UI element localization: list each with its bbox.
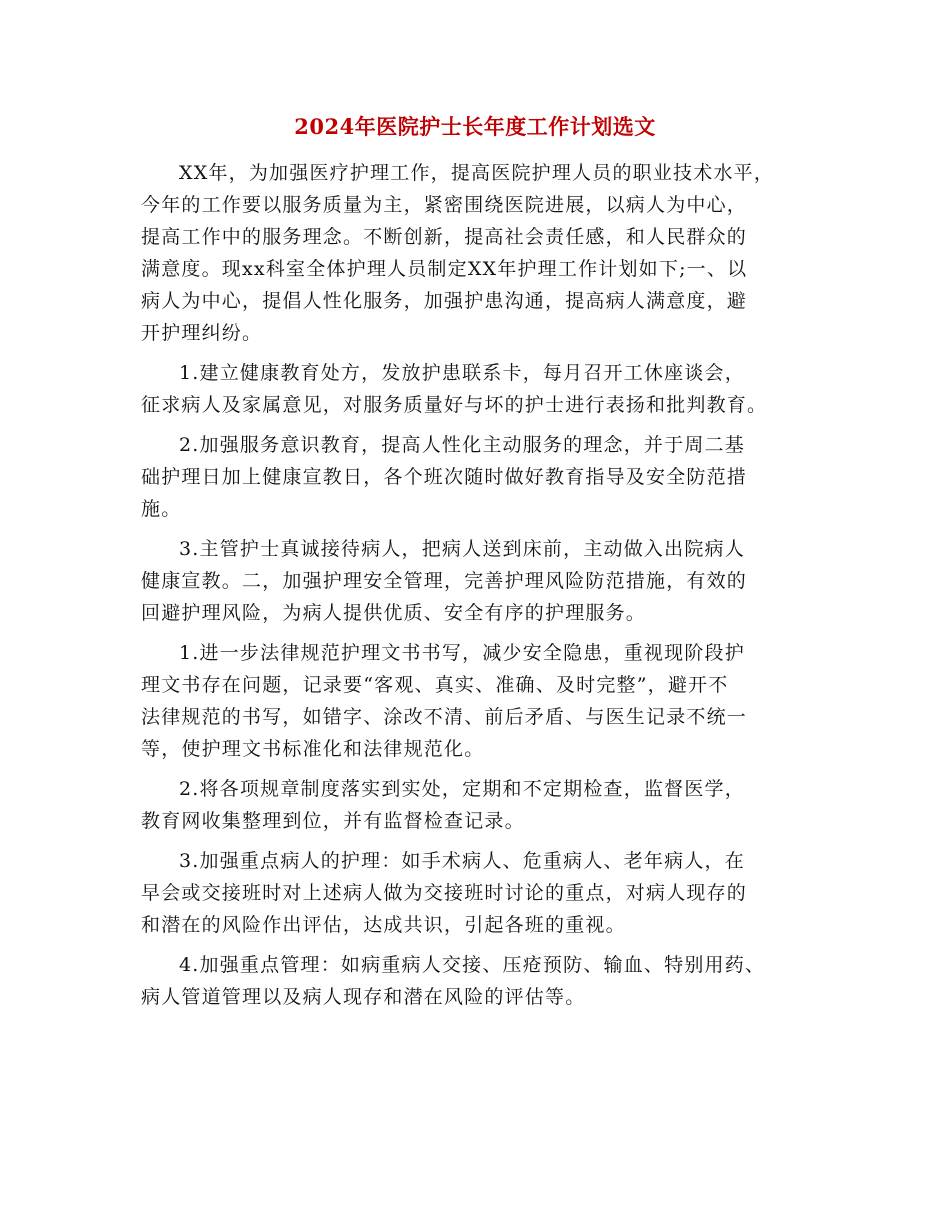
paragraph <box>141 845 813 941</box>
paragraph <box>141 357 813 421</box>
text-line: 等，使护理文书标准化和法律规范化。 <box>141 738 485 760</box>
text-line: 开护理纠纷。 <box>141 322 263 344</box>
text-line: 病人管道管理以及病人现存和潜在风险的评估等。 <box>141 986 586 1008</box>
text-line: 今年的工作要以服务质量为主，紧密围绕医院进展，以病人为中心， <box>141 194 748 216</box>
paragraph <box>141 773 813 837</box>
text-line: 3.加强重点病人的护理：如手术病人、危重病人、老年病人，在 <box>179 850 745 872</box>
text-line: 病人为中心，提倡人性化服务，加强护患沟通，提高病人满意度，避 <box>141 290 748 312</box>
text-line: 理文书存在问题，记录要“客观、真实、准确、及时完整”，避开不 <box>141 674 729 696</box>
text-line: 1.进一步法律规范护理文书书写，减少安全隐患，重视现阶段护 <box>179 642 745 664</box>
text-line: 3.主管护士真诚接待病人，把病人送到床前，主动做入出院病人 <box>179 538 745 560</box>
text-line: 回避护理风险，为病人提供优质、安全有序的护理服务。 <box>141 602 647 624</box>
text-line: 满意度。现xx科室全体护理人员制定XX年护理工作计划如下;一、以 <box>141 258 748 280</box>
paragraph <box>141 637 813 765</box>
text-line: XX年，为加强医疗护理工作，提高医院护理人员的职业技术水平， <box>179 162 775 184</box>
text-line: 和潜在的风险作出评估，达成共识，引起各班的重视。 <box>141 914 626 936</box>
text-line: 健康宣教。二，加强护理安全管理，完善护理风险防范措施，有效的 <box>141 570 748 592</box>
text-line: 提高工作中的服务理念。不断创新，提高社会责任感，和人民群众的 <box>141 226 748 248</box>
text-line: 早会或交接班时对上述病人做为交接班时讨论的重点，对病人现存的 <box>141 882 748 904</box>
text-line: 征求病人及家属意见，对服务质量好与坏的护士进行表扬和批判教育。 <box>141 394 768 416</box>
text-line: 法律规范的书写，如错字、涂改不清、前后矛盾、与医生记录不统一 <box>141 706 748 728</box>
paragraph <box>141 949 813 1013</box>
document-title: 2024年医院护士长年度工作计划选文 <box>294 114 656 139</box>
text-line: 施。 <box>141 498 182 520</box>
paragraph <box>141 533 813 629</box>
text-line: 2.将各项规章制度落实到实处，定期和不定期检查，监督医学， <box>179 778 745 800</box>
text-line: 4.加强重点管理：如病重病人交接、压疮预防、输血、特别用药、 <box>179 954 766 976</box>
paragraph <box>141 157 813 349</box>
text-line: 础护理日加上健康宣教日，各个班次随时做好教育指导及安全防范措 <box>141 466 748 488</box>
document-body <box>141 157 813 1021</box>
text-line: 教育网收集整理到位，并有监督检查记录。 <box>141 810 525 832</box>
text-line: 1.建立健康教育处方，发放护患联系卡，每月召开工休座谈会， <box>179 362 745 384</box>
text-line: 2.加强服务意识教育，提高人性化主动服务的理念，并于周二基 <box>179 434 745 456</box>
paragraph <box>141 429 813 525</box>
